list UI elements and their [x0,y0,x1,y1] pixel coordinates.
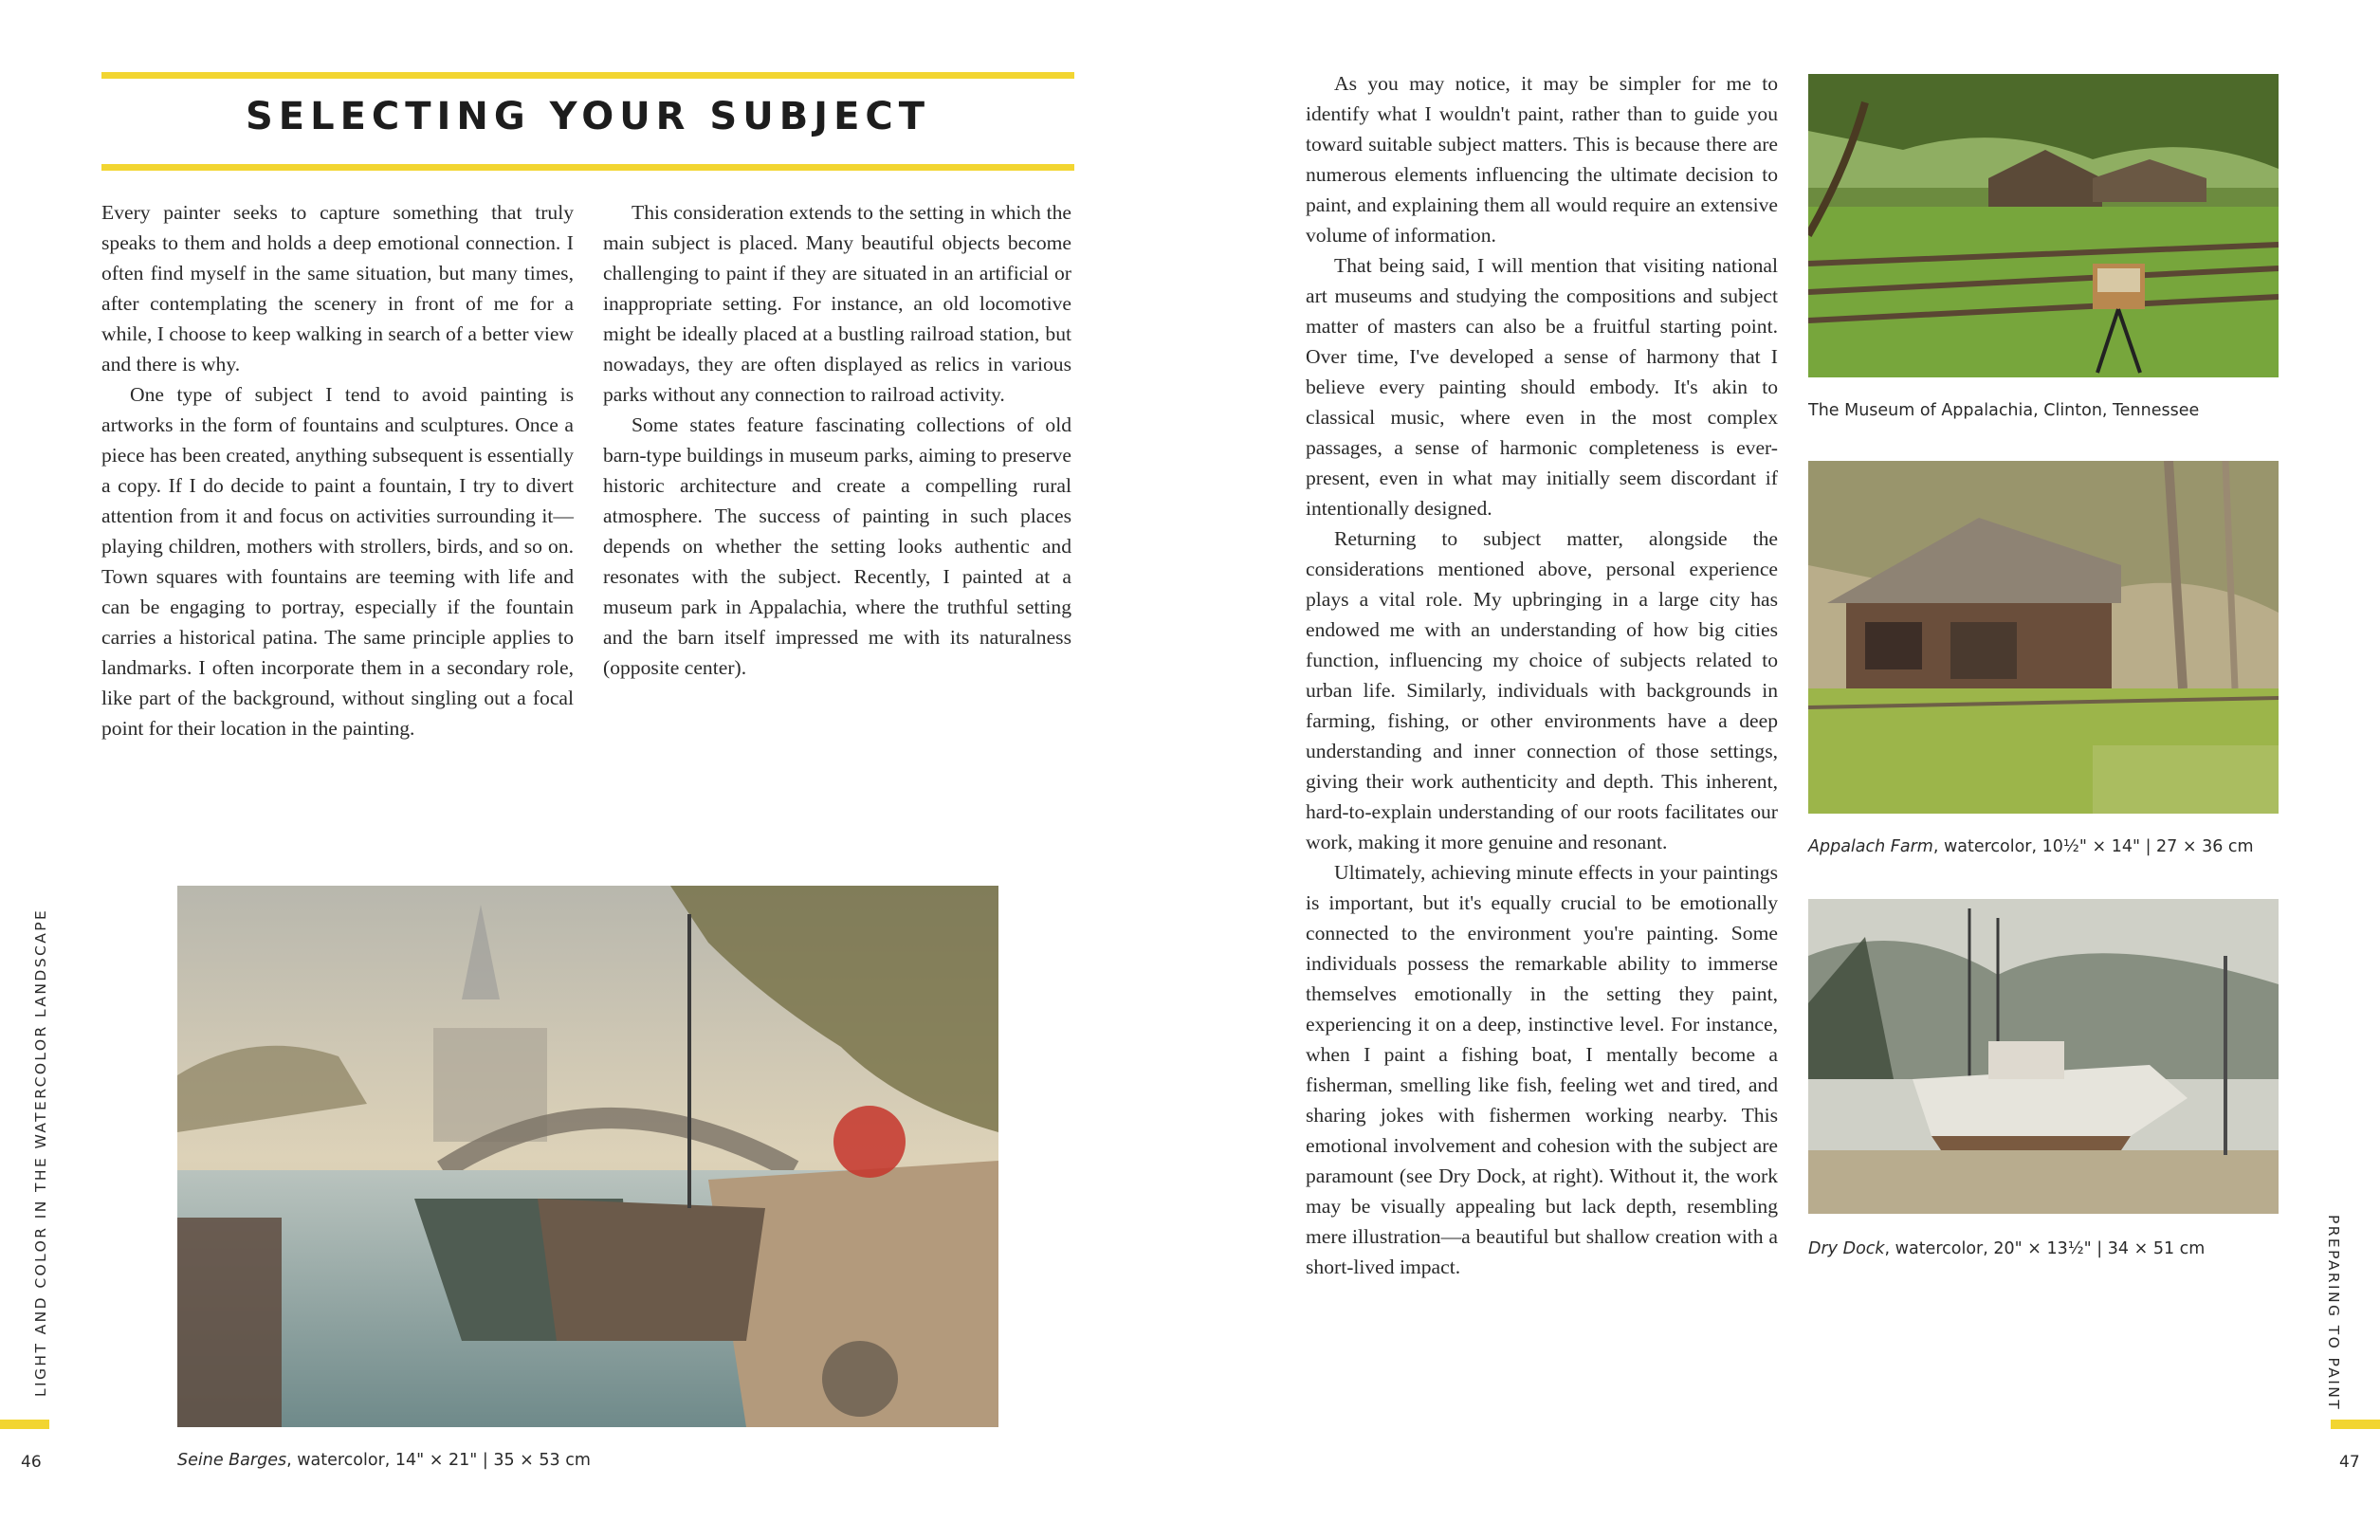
caption-title: Appalach Farm [1808,837,1933,856]
right-page-number: 47 [2339,1453,2360,1472]
left-page-number: 46 [21,1453,42,1472]
dry-dock-painting [1808,899,2279,1214]
caption-rest: , watercolor, 14" × 21" | 35 × 53 cm [286,1451,591,1470]
paragraph: That being said, I will mention that visiting national art museums and studying the compositions and subject matter of masters can also be a fruitful starting point. Over time, I've developed a sense of harmony that I believe every painting should embody. It's akin to classical music, where even in the most complex passages, a sense of harmonic completeness is ever-present, even in what may initially seem discordant if intentionally designed. [1306,254,1778,520]
right-page-tab [2331,1420,2380,1429]
dry-dock-caption [1808,1239,2205,1258]
caption-rest: , watercolor, 20" × 13½" | 34 × 51 cm [1884,1239,2206,1258]
paragraph: Some states feature fascinating collections of old barn-type buildings in museum parks, aiming to preserve historic architecture and create a compelling rural atmosphere. The success of painting in such places depends on whether the setting looks authentic and resonates with the subject. Recently, I painted at a museum park in Appalachia, where the truthful setting and the barn itself impressed me with its naturalness (opposite center). [603,413,1071,679]
title-rule-top [101,72,1074,79]
right-running-head: PREPARING TO PAINT [2325,1215,2342,1412]
paragraph: As you may notice, it may be simpler for me to identify what I wouldn't paint, rather than to guide you toward suitable subject matters. This is because there are numerous elements influencing the ultimate decision to paint, and explaining them all would require an extensive volume of information. [1306,72,1778,247]
caption-rest: , watercolor, 10½" × 14" | 27 × 36 cm [1932,837,2254,856]
appalach-farm-caption [1808,837,2254,856]
seine-barges-caption [177,1451,591,1470]
paragraph: Every painter seeks to capture something that truly speaks to them and holds a deep emotional connection. I often find myself in the same situation, but many times, after contemplating the scenery in front of me for a while, I choose to keep walking in search of a better view and there is why. [101,201,574,376]
caption-title: Dry Dock [1808,1239,1885,1258]
museum-caption: The Museum of Appalachia, Clinton, Tennessee [1808,401,2200,420]
left-running-head: LIGHT AND COLOR IN THE WATERCOLOR LANDSCAPE [32,908,49,1397]
left-column-1 [101,197,574,743]
paragraph: This consideration extends to the setting in which the main subject is placed. Many beautiful objects become challenging to paint if they are situated in an artificial or inappropriate setting. For instance, an old locomotive might be ideally placed at a bustling railroad station, but nowadays, they are often displayed as relics in various parks without any connection to railroad activity. [603,201,1071,406]
page-title: SELECTING YOUR SUBJECT [245,95,931,138]
paragraph: Returning to subject matter, alongside the considerations mentioned above, personal experience plays a vital role. My upbringing in a large city has endowed me with an understanding of how big cities function, influencing my choice of subjects related to urban life. Similarly, individuals with backgrounds in farming, fishing, or other environments have a deep understanding and inner connection of those settings, giving their work authenticity and depth. This inherent, hard-to-explain understanding of our roots facilitates our work, making it more genuine and resonant. [1306,527,1778,853]
left-page-tab [0,1420,49,1429]
title-rule-bottom [101,164,1074,171]
paragraph: Ultimately, achieving minute effects in your paintings is important, but it's equally crucial to be emotionally connected to the environment you're painting. Some individuals possess the remarkable ability to immerse themselves emotionally in the setting they paint, experiencing it on a deep, instinctive level. For instance, when I paint a fishing boat, I mentally become a fisherman, smelling like fish, feeling wet and tired, and sharing jokes with fishermen working nearby. This emotional involvement and cohesion with the subject are paramount (see Dry Dock, at right). Without it, the work may be visually appealing but lack depth, resembling mere illustration—a beautiful but shallow creation with a short-lived impact. [1306,861,1778,1278]
museum-of-appalachia-photo [1808,74,2279,377]
appalach-farm-painting [1808,461,2279,814]
seine-barges-painting [177,886,998,1427]
paragraph: One type of subject I tend to avoid painting is artworks in the form of fountains and sculptures. Once a piece has been created, anything subsequent is essentially a copy. If I do decide to paint a fountain, I try to divert attention from it and focus on activities surrounding it—playing children, mothers with strollers, birds, and so on. Town squares with fountains are teeming with life and can be engaging to portray, especially if the fountain carries a historical patina. The same principle applies to landmarks. I often incorporate them in a secondary role, like part of the background, without singling out a focal point for their location in the painting. [101,383,574,740]
right-column [1306,68,1778,1282]
caption-title: Seine Barges [177,1451,287,1470]
left-column-2 [603,197,1071,683]
